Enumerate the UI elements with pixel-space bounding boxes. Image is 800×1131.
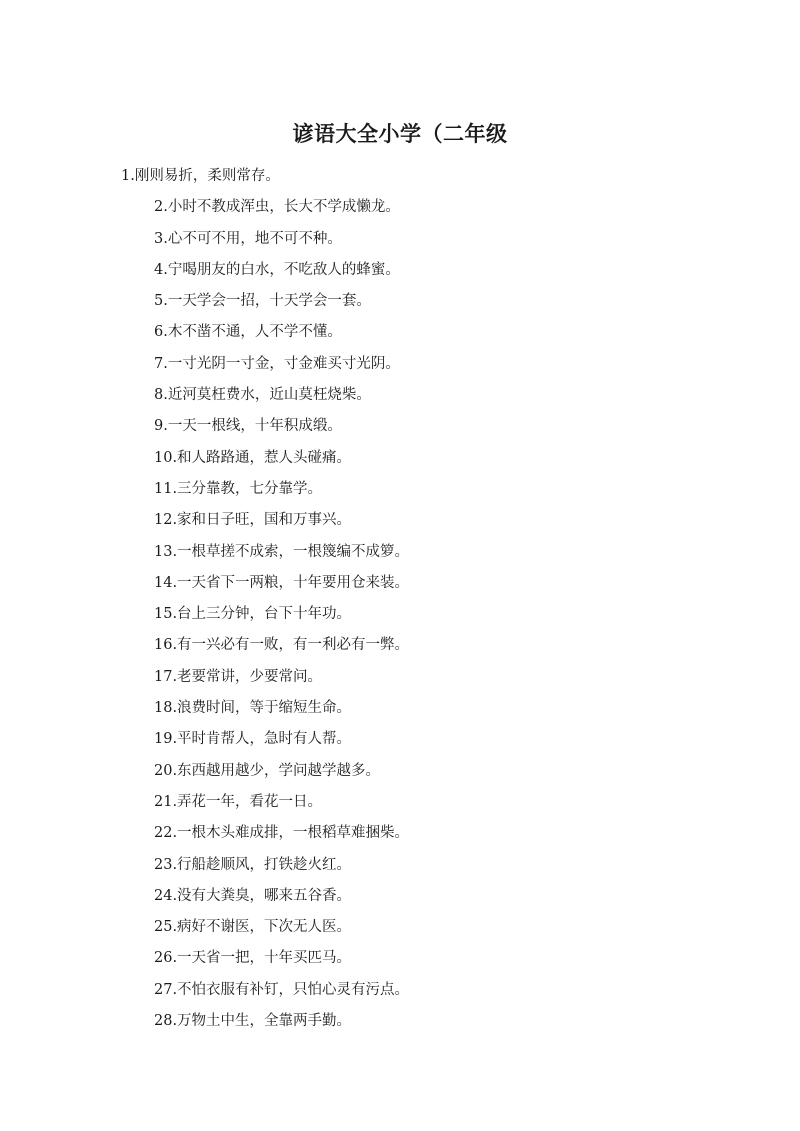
proverb-item: 24.没有大粪臭，哪来五谷香。 bbox=[154, 887, 352, 904]
proverb-item: 11.三分靠教，七分靠学。 bbox=[154, 480, 323, 497]
proverb-item: 15.台上三分钟，台下十年功。 bbox=[154, 606, 352, 623]
proverb-item: 12.家和日子旺，国和万事兴。 bbox=[154, 512, 352, 529]
proverb-item: 22.一根木头难成排，一根稻草难捆柴。 bbox=[154, 825, 410, 842]
proverb-item: 21.弄花一年，看花一日。 bbox=[154, 793, 323, 810]
proverb-item: 1.刚则易折，柔则常存。 bbox=[121, 168, 280, 184]
proverb-item: 9.一天一根线，十年积成缎。 bbox=[154, 418, 342, 435]
proverb-item: 25.病好不谢医，下次无人医。 bbox=[154, 919, 352, 936]
document-title: 谚语大全小学（二年级 bbox=[292, 122, 508, 146]
proverb-item: 10.和人路路通，惹人头碰痛。 bbox=[154, 449, 352, 466]
proverb-item: 16.有一兴必有一败，有一利必有一弊。 bbox=[154, 637, 410, 654]
proverb-item: 27.不怕衣服有补钉，只怕心灵有污点。 bbox=[154, 981, 410, 998]
proverb-item: 7.一寸光阴一寸金，寸金难买寸光阴。 bbox=[154, 355, 400, 372]
proverb-item: 23.行船趁顺风，打铁趁火红。 bbox=[154, 856, 352, 873]
proverb-item: 4.宁喝朋友的白水，不吃敌人的蜂蜜。 bbox=[154, 261, 400, 278]
proverb-item: 14.一天省下一两粮，十年要用仓来装。 bbox=[154, 574, 410, 591]
proverb-item: 20.东西越用越少，学问越学越多。 bbox=[154, 762, 381, 779]
proverb-item: 8.近河莫枉费水，近山莫枉烧柴。 bbox=[154, 387, 371, 404]
proverb-item: 18.浪费时间，等于缩短生命。 bbox=[154, 700, 352, 717]
proverb-item: 5.一天学会一招，十天学会一套。 bbox=[154, 293, 371, 310]
proverb-item: 19.平时肯帮人，急时有人帮。 bbox=[154, 731, 352, 748]
proverb-item: 17.老要常讲，少要常问。 bbox=[154, 668, 323, 685]
proverb-item: 28.万物土中生，全靠两手勤。 bbox=[154, 1013, 352, 1030]
proverb-item: 26.一天省一把，十年买匹马。 bbox=[154, 950, 352, 967]
proverb-list bbox=[0, 161, 800, 1037]
proverb-item: 13.一根草搓不成索，一根篾编不成箩。 bbox=[154, 543, 410, 560]
proverb-item: 6.木不凿不通，人不学不懂。 bbox=[154, 324, 342, 341]
proverb-item: 2.小时不教成浑虫，长大不学成懒龙。 bbox=[154, 199, 400, 216]
proverb-item: 3.心不可不用，地不可不种。 bbox=[154, 230, 342, 247]
